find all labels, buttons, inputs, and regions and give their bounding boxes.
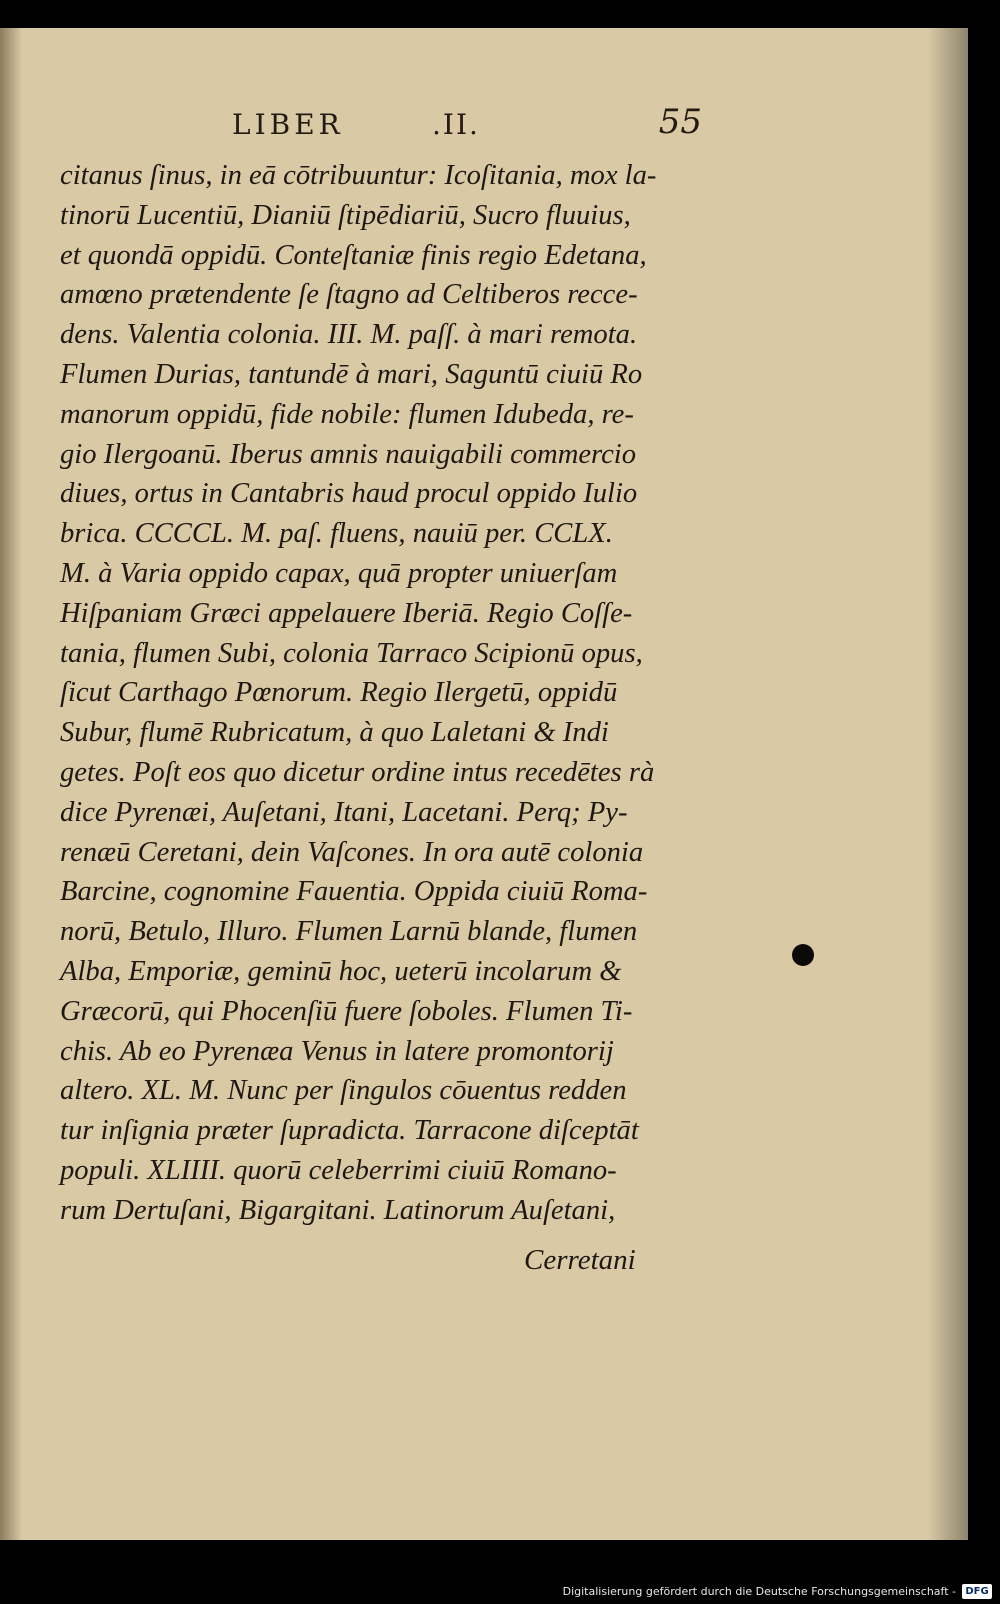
catchword: Cerretani [524,1244,636,1276]
text-line: renæū Ceretani, dein Vaſcones. In ora autē colonia [60,836,644,868]
footer-bar [0,1574,1000,1604]
text-line: rum Dertuſani, Bigargitani. Latinorum Auſetani, [60,1194,616,1226]
text-line: manorum oppidū, fide nobile: flumen Idubeda, re- [60,398,634,430]
text-line: dice Pyrenæi, Auſetani, Itani, Lacetani. Perq; Py- [60,796,628,828]
page-gutter-shadow [928,28,968,1540]
text-line: Barcine, cognomine Fauentia. Oppida ciuiū Roma- [60,876,648,908]
text-line: gio Ilergoanū. Iberus amnis nauigabili commercio [60,438,637,470]
text-line: M. à Varia oppido capax, quā propter uniuerſam [60,557,618,589]
text-line: et quondā oppidū. Conteſtaniæ finis regio Edetana, [60,239,647,271]
page-edge [0,28,22,1540]
text-line: amœno prætendente ſe ſtagno ad Celtiberos recce- [60,279,638,311]
footer-credit: Digitalisierung gefördert durch die Deutsche Forschungsgemeinschaft - [562,1585,956,1598]
dfg-logo-icon: DFG [962,1584,992,1599]
text-line: populi. XLIIII. quorū celeberrimi ciuiū Romano- [60,1154,617,1186]
ink-spot [792,944,814,966]
running-head-title: LIBER [232,108,344,141]
page-number: 55 [658,102,702,142]
text-line: tania, flumen Subi, colonia Tarraco Scipionū opus, [60,637,643,669]
text-line: Græcorū, qui Phocenſiū fuere ſoboles. Flumen Ti- [60,995,633,1027]
text-line: Flumen Durias, tantundē à mari, Saguntū ciuiū Ro [60,358,643,390]
text-line: altero. XL. M. Nunc per ſingulos cōuentus redden [60,1075,627,1107]
text-line: dens. Valentia colonia. III. M. paſſ. à mari remota. [60,319,638,351]
body-text [60,156,670,1231]
text-line: tinorū Lucentiū, Dianiū ſtipēdiariū, Sucro fluuius, [60,199,631,231]
text-line: diues, ortus in Cantabris haud procul oppido Iulio [60,478,638,510]
text-line: ſicut Carthago Pœnorum. Regio Ilergetū, oppidū [60,677,618,709]
text-line: chis. Ab eo Pyrenæa Venus in latere promontorij [60,1035,614,1067]
text-line: Hiſpaniam Græci appelauere Iberiā. Regio Coſſe- [60,597,633,629]
text-line: citanus ſinus, in eā cōtribuuntur: Icoſitania, mox la- [60,160,657,191]
text-line: getes. Poſt eos quo dicetur ordine intus recedētes rà [60,756,655,788]
text-line: Subur, flumē Rubricatum, à quo Laletani & Indi [60,717,609,749]
text-line: tur inſignia præter ſupradicta. Tarracone diſceptāt [60,1115,639,1147]
running-head [232,96,702,150]
text-line: norū, Betulo, Illuro. Flumen Larnū blande, flumen [60,916,638,948]
text-line: brica. CCCCL. M. paſ. fluens, nauiū per. CCLX. [60,518,613,550]
running-head-book: .II. [432,108,480,141]
text-line: Alba, Emporiæ, geminū hoc, ueterū incolarum & [60,955,622,987]
